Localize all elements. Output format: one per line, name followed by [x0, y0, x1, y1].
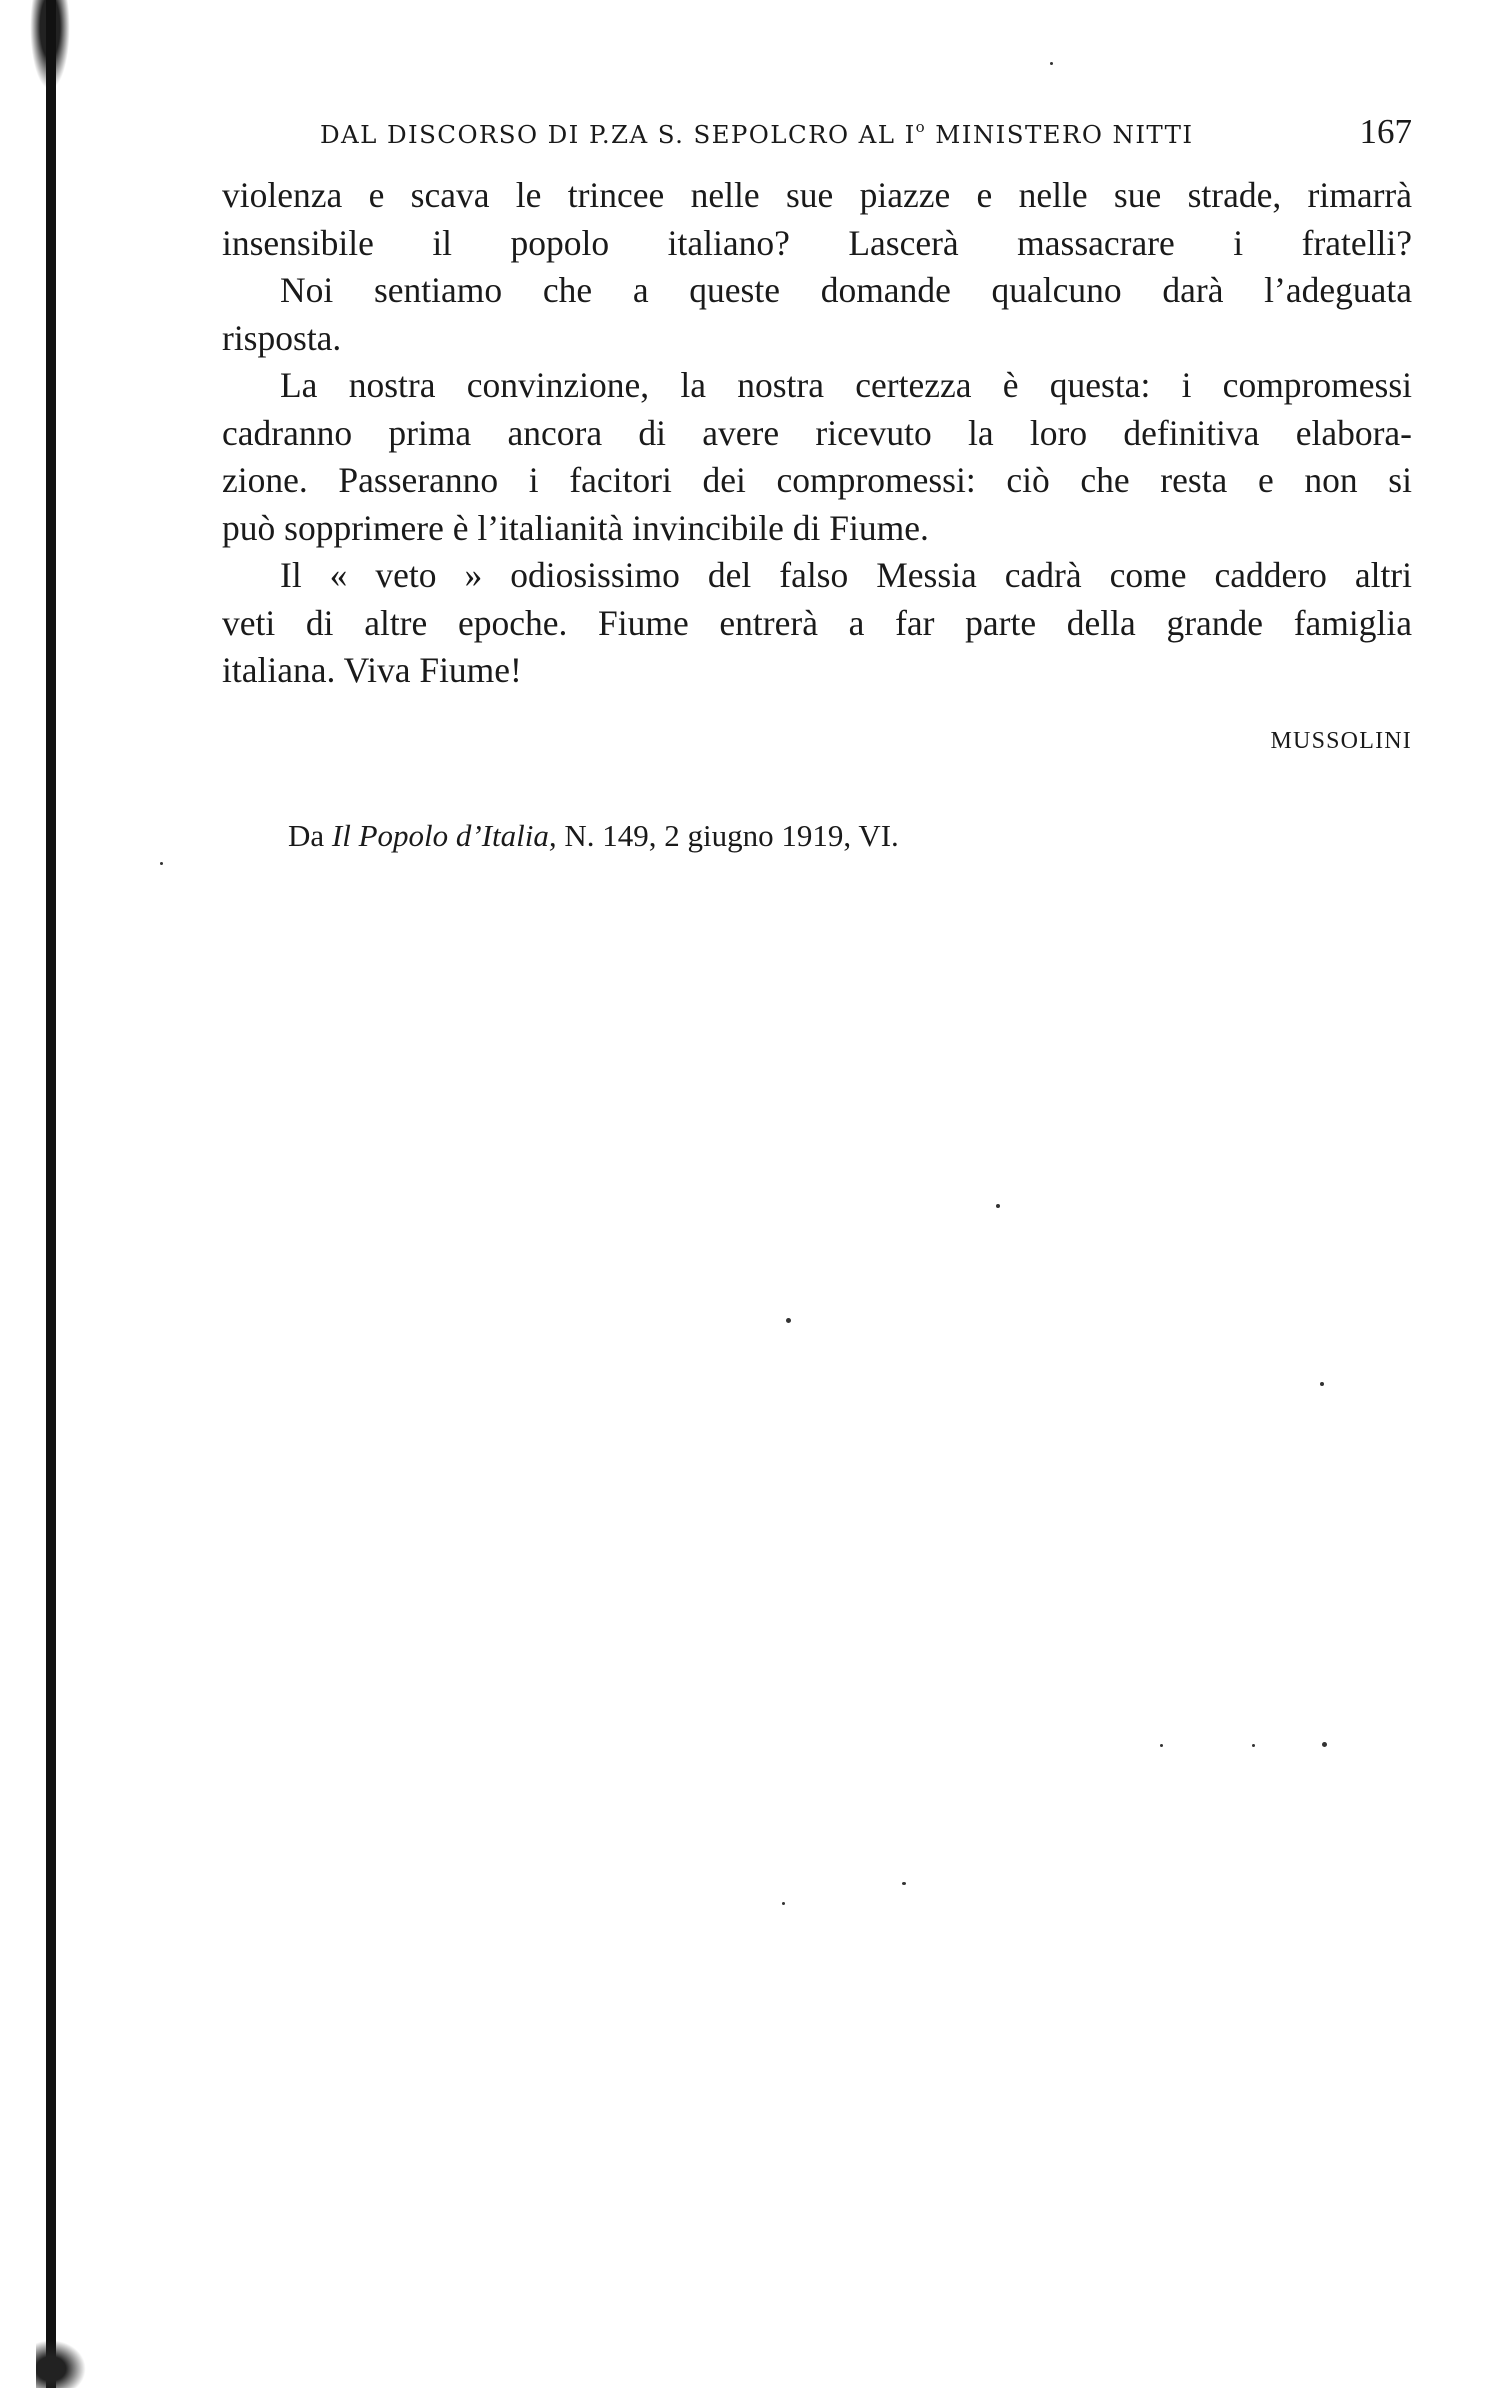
running-head — [320, 112, 1412, 152]
text-line: italiana. Viva Fiume! — [222, 650, 522, 690]
text-line: violenza e scava le trincee nelle sue piazze e nelle sue strade, rimarrà — [222, 175, 1412, 215]
scan-speck — [996, 1204, 1000, 1208]
text-line: La nostra convinzione, la nostra certezza è questa: i compromessi — [280, 365, 1412, 405]
scan-speck — [160, 862, 163, 865]
text-line: risposta. — [222, 317, 342, 358]
text-line: insensibile il popolo italiano? Lascerà massacrare i fratelli? — [222, 222, 1412, 263]
binding-edge-bottom — [36, 2340, 86, 2388]
text-line: veti di altre epoche. Fiume entrerà a far parte della grande famiglia — [222, 602, 1412, 643]
text-line: cadranno prima ancora di avere ricevuto la loro definitiva elabora- — [222, 412, 1412, 453]
scan-speck — [1050, 62, 1053, 65]
body-text — [222, 172, 1412, 695]
author-signature: MUSSOLINI — [1270, 728, 1412, 754]
scan-speck — [782, 1902, 785, 1905]
scan-speck — [902, 1882, 906, 1885]
scan-speck — [1322, 1742, 1327, 1747]
scan-speck — [1252, 1744, 1255, 1747]
scan-speck — [1160, 1744, 1163, 1747]
text-line: zione. Passeranno i facitori dei compromessi: ciò che resta e non si — [222, 460, 1412, 500]
scan-speck — [786, 1318, 791, 1323]
scan-speck — [1320, 1382, 1324, 1386]
text-line: può sopprimere è l’italianità invincibile di Fiume. — [222, 507, 929, 548]
source-citation: Da Il Popolo d’Italia, N. 149, 2 giugno 1919, VI. — [288, 818, 899, 853]
text-line: Noi sentiamo che a queste domande qualcuno darà l’adeguata — [280, 270, 1412, 310]
binding-edge — [46, 0, 56, 2388]
page-number: 167 — [1359, 112, 1412, 151]
running-head-title: DAL DISCORSO DI P.ZA S. SEPOLCRO AL $I^o$ MINISTERO NITTI — [320, 118, 1194, 149]
source-title: Il Popolo d’Italia, — [331, 818, 557, 853]
text-line: Il « veto » odiosissimo del falso Messia cadrà come caddero altri — [280, 555, 1412, 595]
